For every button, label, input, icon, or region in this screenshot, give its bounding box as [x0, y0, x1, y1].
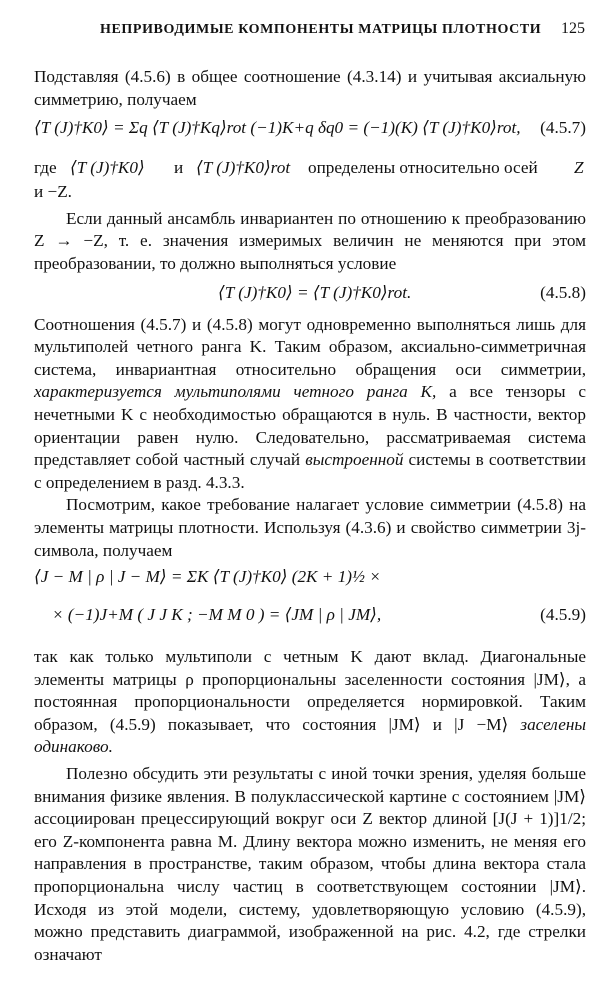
paragraph-4: Посмотрим, какое требование налагает условие симметрии (4.5.8) на элементы матрицы плотности. Используя (4.3.6) и свойство симметрии 3j-символа, получаем	[34, 495, 586, 560]
paragraph-5-text: так как только мультиполи с четным K дают вклад. Диагональные элементы матрицы ρ пропорциональны заселенности состояния |JM⟩, а постоянная пропорциональности определяется нормировкой. Таким образом, (4.5.9) показывает, что состояния |JM⟩ и |J −M⟩	[34, 647, 586, 734]
page-body	[34, 66, 586, 966]
page-header	[100, 20, 585, 40]
paragraph-5-italic: заселены одинаково.	[34, 714, 586, 757]
where-continuation: и −Z.	[34, 182, 72, 202]
paragraph-3-italic-b: выстроенной	[305, 450, 404, 470]
equation-4-5-8	[34, 278, 586, 308]
equation-4-5-7-expression: ⟨T (J)†K0⟩ = Σq ⟨T (J)†Kq⟩rot (−1)K+q δq0 = (−1)(K) ⟨T (J)†K0⟩rot,	[34, 118, 521, 138]
where-term-2: ⟨T (J)†K0⟩rot	[196, 158, 291, 178]
equation-4-5-9-line-1: ⟨J − M | ρ | J − M⟩ = ΣK ⟨T (J)†K0⟩ (2K + 1)½ ×	[34, 567, 381, 587]
where-clause	[34, 151, 586, 185]
where-z: Z	[574, 158, 584, 178]
where-word-1: где	[34, 158, 57, 178]
where-word-3: определены относительно осей	[308, 158, 538, 178]
running-title: НЕПРИВОДИМЫЕ КОМПОНЕНТЫ МАТРИЦЫ ПЛОТНОСТИ	[100, 22, 542, 37]
paragraph-1: Подставляя (4.5.6) в общее соотношение (4.3.14) и учитывая аксиальную симметрию, получаем	[34, 67, 586, 109]
where-word-2: и	[174, 158, 184, 178]
equation-4-5-7-number: (4.5.7)	[540, 118, 586, 138]
where-term-1: ⟨T (J)†K0⟩	[70, 158, 145, 178]
paragraph-3-italic-a: характеризуется мультиполями четного ранга K,	[34, 382, 437, 402]
page-number: 125	[561, 20, 585, 37]
paragraph-3	[34, 314, 586, 495]
equation-4-5-8-expression: ⟨T (J)†K0⟩ = ⟨T (J)†K0⟩rot.	[218, 282, 412, 302]
paragraph-6: Полезно обсудить эти результаты с иной точки зрения, уделяя больше внимания физике явления. В полуклассической картине с состоянием |JM⟩ ассоциирован прецессирующий вокруг оси Z вектор длиной [J(J + 1)]1/2; его Z-компонента равна M. Длину вектора можно изменить, не меняя его направления в пространстве, таким образом, чтобы длина вектора стала пропорциональна числу частиц в соответствующем состоянии |JM⟩. Исходя из этой модели, систему, удовлетворяющую условию (4.5.9), можно представить диаграммой, изображенной на рис. 4.2, где стрелки означают	[34, 764, 586, 964]
paragraph-3-text-a: Соотношения (4.5.7) и (4.5.8) могут одновременно выполняться лишь для мультиполей четного ранга K. Таким образом, аксиально-симметричная система, инвариантная относительно обращения оси симметрии,	[34, 314, 586, 379]
paragraph-2: Если данный ансамбль инвариантен по отношению к преобразованию Z → −Z, т. е. значения измеримых величин не меняются при этом преобразовании, то должно выполняться условие	[34, 208, 586, 273]
equation-4-5-9-line-2: × (−1)J+M ( J J K ; −M M 0 ) = ⟨JM | ρ | JM⟩,	[52, 605, 382, 625]
equation-4-5-9-number: (4.5.9)	[540, 605, 586, 625]
paragraph-3-text-c: системы в соответствии с определением в разд. 4.3.3.	[34, 450, 586, 492]
paragraph-5	[34, 646, 586, 759]
paragraph-3-text-b: а все тензоры с нечетными K с необходимостью обращаются в нуль. В частности, вектор ориентации равен нулю. Следовательно, рассматриваемая система представляет собой частный случай	[34, 382, 586, 470]
equation-4-5-7	[34, 113, 586, 147]
equation-4-5-9	[34, 564, 586, 642]
equation-4-5-8-number: (4.5.8)	[540, 282, 586, 302]
